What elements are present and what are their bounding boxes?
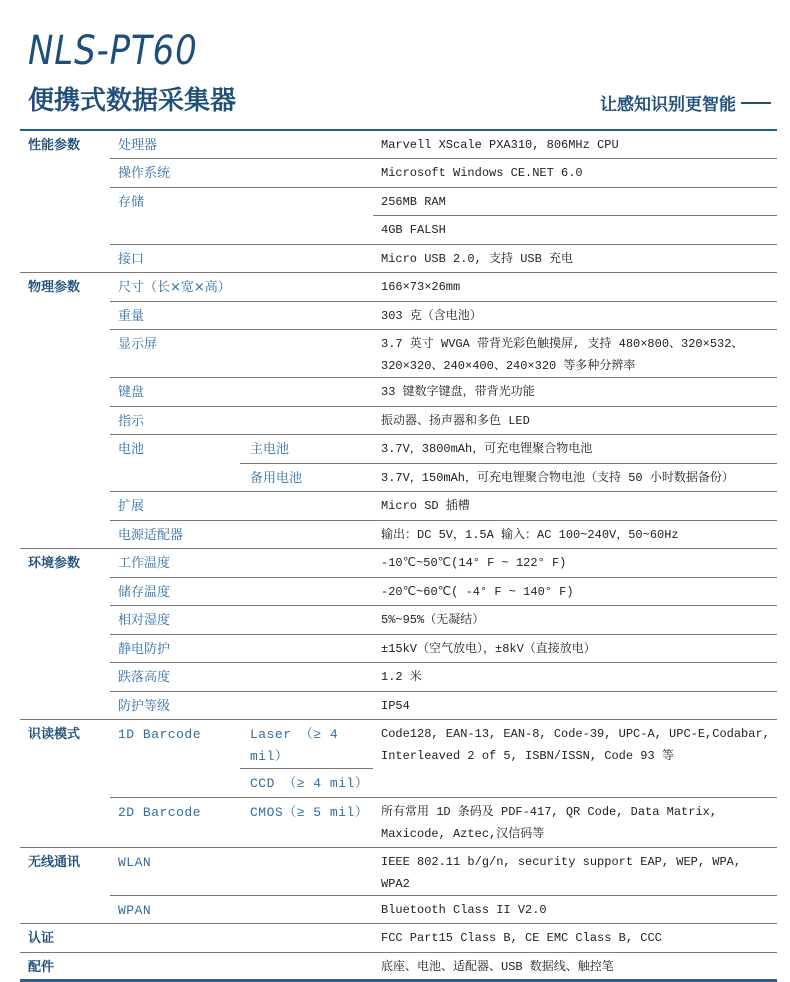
spec-label: 重量 <box>110 301 373 330</box>
spec-value: -10℃~50℃(14° F ~ 122° F) <box>373 549 777 578</box>
spec-label: 防护等级 <box>110 691 373 720</box>
spec-value: Code128, EAN-13, EAN-8, Code-39, UPC-A, UPC-E,Codabar, Interleaved 2 of 5, ISBN/ISSN, Code 93 等 <box>373 720 777 798</box>
spec-sublabel: 主电池 <box>240 435 373 464</box>
spec-value: 33 键数字键盘，带背光功能 <box>373 378 777 407</box>
category-label: 认证 <box>20 924 110 953</box>
table-row <box>20 301 777 330</box>
spec-label: 储存温度 <box>110 577 373 606</box>
spec-sublabel: 备用电池 <box>240 463 373 492</box>
spec-label: 存储 <box>110 187 373 244</box>
slogan-rule <box>741 102 771 104</box>
table-row <box>20 435 777 464</box>
spec-value: 3.7 英寸 WVGA 带背光彩色触摸屏, 支持 480×800、320×532、320×320、240×400、240×320 等多种分辨率 <box>373 330 777 378</box>
spec-value: 4GB FALSH <box>373 216 777 245</box>
spec-label: 键盘 <box>110 378 373 407</box>
spec-label: 扩展 <box>110 492 373 521</box>
table-row <box>20 159 777 188</box>
spec-label: 2D Barcode <box>110 797 240 847</box>
spec-label: 相对湿度 <box>110 606 373 635</box>
spec-label: 工作温度 <box>110 549 373 578</box>
spec-value: -20℃~60℃( -4° F ~ 140° F) <box>373 577 777 606</box>
spec-value: 底座、电池、适配器、USB 数据线、触控笔 <box>373 952 777 981</box>
spec-value: IEEE 802.11 b/g/n, security support EAP, WEP, WPA, WPA2 <box>373 847 777 895</box>
spec-value: 1.2 米 <box>373 663 777 692</box>
spec-label: 静电防护 <box>110 634 373 663</box>
table-row <box>20 634 777 663</box>
spec-label: 跌落高度 <box>110 663 373 692</box>
spec-value: 256MB RAM <box>373 187 777 216</box>
slogan <box>600 90 771 115</box>
table-row <box>20 406 777 435</box>
spec-label: 显示屏 <box>110 330 373 378</box>
table-row <box>20 847 777 895</box>
spec-value: Marvell XScale PXA310, 806MHz CPU <box>381 138 619 152</box>
spec-value: FCC Part15 Class B, CE EMC Class B, CCC <box>373 924 777 953</box>
table-row <box>20 330 777 378</box>
spec-value: IP54 <box>373 691 777 720</box>
table-row <box>20 273 777 302</box>
table-row <box>20 378 777 407</box>
category-label: 物理参数 <box>20 273 110 549</box>
spec-label: WLAN <box>110 847 373 895</box>
table-row <box>20 952 777 981</box>
spec-sublabel: CMOS（≥ 5 mil） <box>240 797 373 847</box>
spec-value: ±15kV（空气放电），±8kV（直接放电） <box>373 634 777 663</box>
table-row <box>20 187 777 216</box>
empty-cell <box>110 952 373 981</box>
spec-sublabel: CCD （≥ 4 mil） <box>240 769 373 798</box>
spec-value: 166×73×26mm <box>373 273 777 302</box>
spec-value: 输出：DC 5V，1.5A 输入：AC 100~240V，50~60Hz <box>373 520 777 549</box>
spec-label: 1D Barcode <box>110 720 240 798</box>
table-row <box>20 663 777 692</box>
spec-value: 3.7V，3800mAh，可充电锂聚合物电池 <box>373 435 777 464</box>
spec-value: 3.7V，150mAh，可充电锂聚合物电池（支持 50 小时数据备份） <box>373 463 777 492</box>
spec-label: 电源适配器 <box>110 520 373 549</box>
spec-label: 操作系统 <box>110 159 373 188</box>
table-row <box>20 549 777 578</box>
category-label: 无线通讯 <box>20 847 110 924</box>
empty-cell <box>110 924 373 953</box>
table-row <box>20 606 777 635</box>
table-row <box>20 797 777 847</box>
spec-value: Micro SD 插槽 <box>373 492 777 521</box>
category-label: 配件 <box>20 952 110 981</box>
table-row <box>20 895 777 924</box>
spec-label: WPAN <box>110 895 373 924</box>
category-label: 环境参数 <box>20 549 110 720</box>
spec-value: 303 克（含电池） <box>373 301 777 330</box>
spec-label: 接口 <box>110 244 373 273</box>
spec-label: 电池 <box>110 435 240 492</box>
spec-label: 指示 <box>110 406 373 435</box>
table-row <box>20 691 777 720</box>
product-subtitle: 便携式数据采集器 <box>28 86 237 116</box>
spec-value: 5%~95%（无凝结） <box>373 606 777 635</box>
spec-value: 振动器、扬声器和多色 LED <box>373 406 777 435</box>
category-label: 性能参数 <box>28 138 81 153</box>
table-row <box>20 924 777 953</box>
model-title: NLS-PT60 <box>28 28 198 74</box>
spec-label: 处理器 <box>118 138 158 153</box>
table-row <box>20 577 777 606</box>
spec-value: Microsoft Windows CE.NET 6.0 <box>373 159 777 188</box>
table-row <box>20 130 777 159</box>
table-row <box>20 492 777 521</box>
table-row <box>20 720 777 769</box>
table-row <box>20 520 777 549</box>
slogan-text: 让感知识别更智能 <box>600 95 736 115</box>
spec-value: Bluetooth Class II V2.0 <box>373 895 777 924</box>
table-row <box>20 244 777 273</box>
spec-label: 尺寸（长×宽×高） <box>110 273 373 302</box>
spec-value: 所有常用 1D 条码及 PDF-417, QR Code, Data Matrix, Maxicode, Aztec,汉信码等 <box>373 797 777 847</box>
spec-value: Micro USB 2.0, 支持 USB 充电 <box>373 244 777 273</box>
spec-sublabel: Laser （≥ 4 mil） <box>240 720 373 769</box>
spec-table <box>20 129 777 982</box>
category-label: 识读模式 <box>20 720 110 848</box>
